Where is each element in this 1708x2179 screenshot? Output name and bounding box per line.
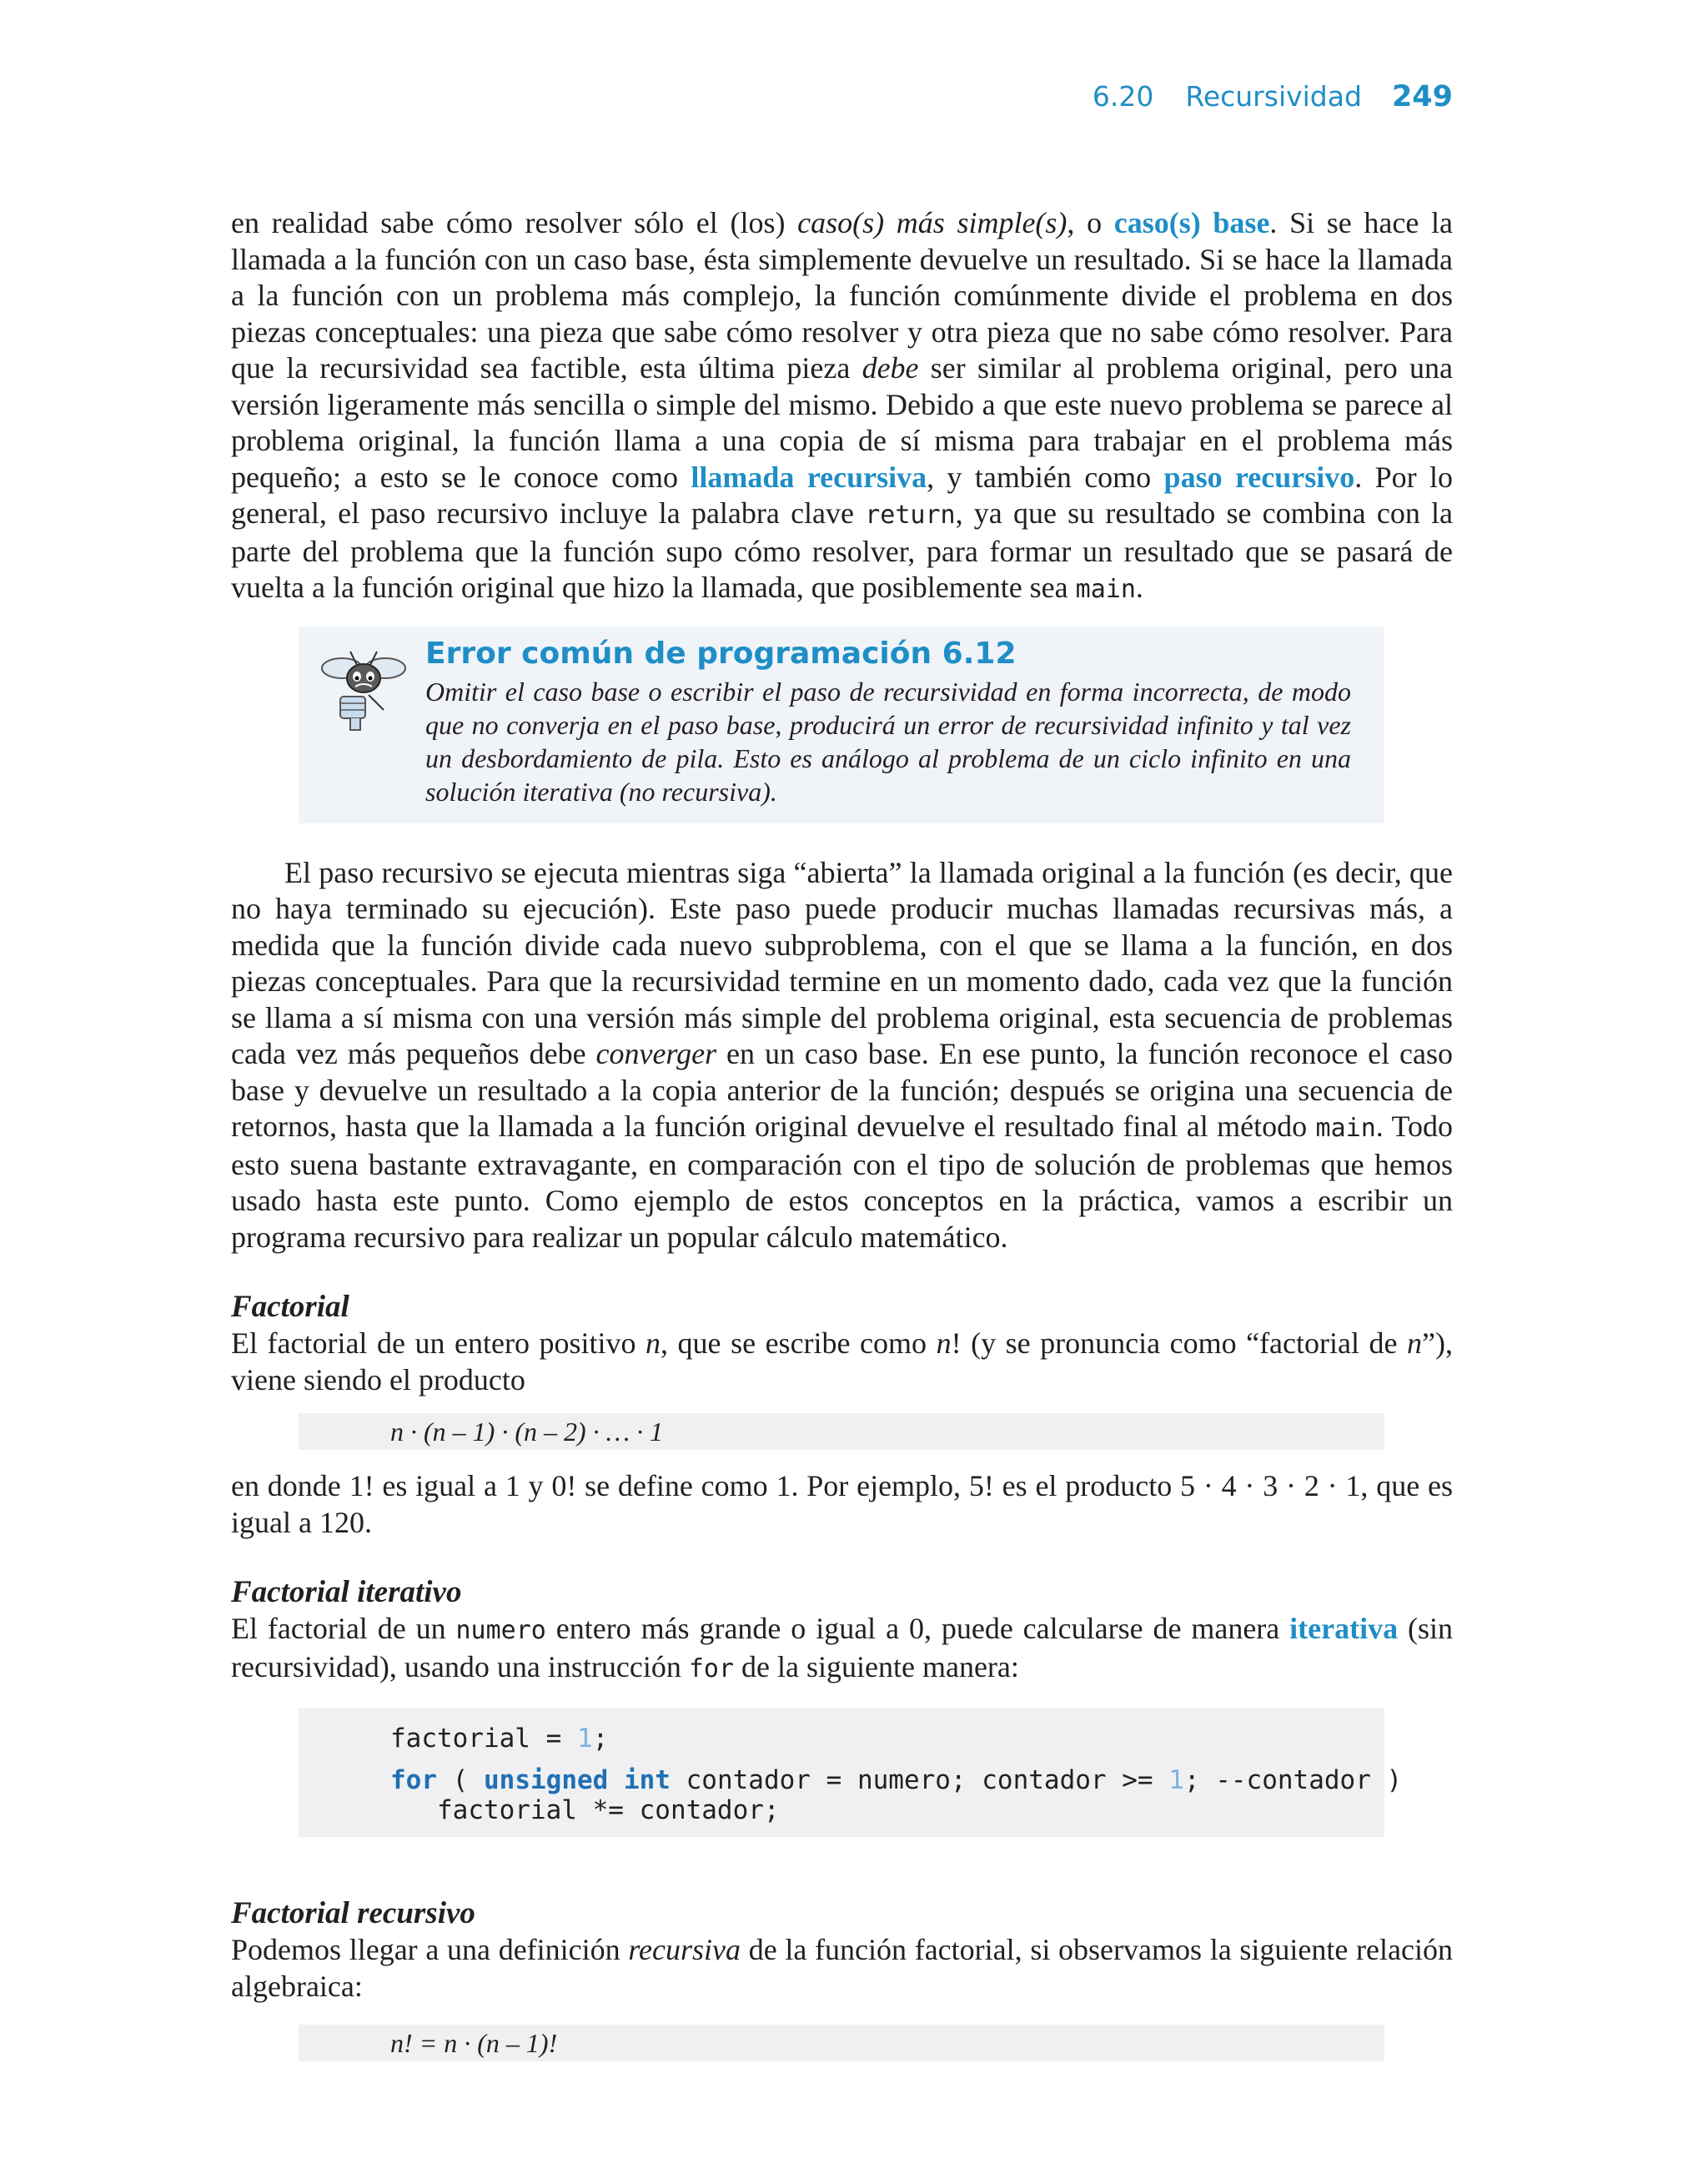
text: , ya que su resultado se combina con la parte del problema que la función supo cómo resolver, para formar un resultado que se pasará de vuelta a la función original que hizo la llamada, que posiblemente sea	[231, 496, 1453, 604]
page-content	[231, 205, 1453, 2061]
text: , y también como	[927, 460, 1164, 494]
text: . Por lo general, el paso recursivo incluye la palabra clave	[231, 460, 1454, 530]
paragraph-intro	[231, 205, 1453, 608]
inline-code: main	[1075, 575, 1136, 604]
emphasis: converger	[595, 1037, 717, 1070]
text: .	[1135, 571, 1143, 604]
text: ! (y se pronuncia como “factorial de	[951, 1326, 1408, 1360]
keyword-term: llamada recursiva	[691, 460, 927, 494]
emphasis: recursiva	[628, 1933, 741, 1966]
text: , que se escribe como	[661, 1326, 937, 1360]
page-number: 249	[1391, 80, 1453, 113]
text: , o	[1067, 206, 1114, 239]
heading-recursive-factorial: Factorial recursivo	[231, 1896, 475, 1930]
tip-title: Error común de programación 6.12	[425, 636, 1017, 671]
code-text	[608, 1765, 624, 1795]
code-line: factorial *= contador;	[390, 1795, 780, 1825]
text: entero más grande o igual a 0, puede calcularse de manera	[545, 1612, 1290, 1645]
text: ”), viene siendo el producto	[231, 1326, 1453, 1396]
inline-code: main	[1315, 1114, 1376, 1143]
inline-code: for	[688, 1653, 735, 1683]
section-number: 6.20	[1092, 80, 1154, 113]
keyword-term: caso(s) base	[1113, 206, 1270, 239]
code-number: 1	[576, 1724, 593, 1754]
bug-thumbs-down-icon	[317, 645, 410, 733]
math-variable: n	[1407, 1326, 1423, 1360]
code-keyword: unsigned	[484, 1765, 609, 1795]
code-text: (	[437, 1765, 484, 1795]
code-number: 1	[1168, 1765, 1184, 1795]
inline-code: return	[865, 501, 956, 530]
inline-code: numero	[455, 1616, 546, 1645]
text: . Todo esto suena bastante extravagante, en comparación con el tipo de solución de problemas que hemos usado hasta este punto. Como ejemplo de estos conceptos en la práctica, vamos a escribir un programa recursivo para realizar un popular cálculo matemático.	[231, 1110, 1454, 1254]
text: ser similar al problema original, pero una versión ligeramente más sencilla o simple del mismo. Debido a que este nuevo problema se parece al problema original, la función llama a una copia de sí misma para trabajar en el problema más pequeño; a esto se le conoce como	[231, 351, 1453, 494]
code-keyword: int	[623, 1765, 671, 1795]
text: en un caso base. En ese punto, la función reconoce el caso base y devuelve un resultado a la copia anterior de la función; después se origina una secuencia de retornos, hasta que la llamada a la función original devuelve el resultado final al método	[231, 1037, 1454, 1143]
emphasis: caso(s) más simple(s)	[797, 206, 1068, 239]
text: (sin recursividad), usando una instrucción	[231, 1612, 1454, 1683]
code-text: factorial =	[390, 1724, 577, 1754]
paragraph-factorial	[231, 1326, 1453, 1398]
text: Podemos llegar a una definición	[231, 1933, 629, 1966]
heading-factorial: Factorial	[231, 1290, 349, 1324]
text: El factorial de un	[231, 1612, 456, 1645]
keyword-term: iterativa	[1289, 1612, 1399, 1645]
section-title: Recursividad	[1185, 80, 1362, 113]
text: El paso recursivo se ejecuta mientras siga “abierta” la llamada original a la función (es decir, que no haya terminado su ejecución). Este paso puede producir muchas llamadas recursivas más, a medida que la función divide cada nuevo subproblema, con el que se llama a la función, en dos piezas conceptuales. Para que la recursividad termine en un momento dado, cada vez que la función se llama a sí misma con una versión más simple del problema original, esta secuencia de problemas cada vez más pequeños debe	[231, 855, 1453, 1070]
programming-error-tip	[299, 627, 1384, 823]
keyword-term: paso recursivo	[1163, 460, 1355, 494]
running-header	[1093, 80, 1453, 113]
code-line	[390, 1765, 1403, 1795]
code-keyword: for	[390, 1765, 437, 1795]
text: de la función factorial, si observamos la siguiente relación algebraica:	[231, 1933, 1453, 2003]
paragraph-recursive	[231, 1932, 1453, 2005]
heading-iterative-factorial: Factorial iterativo	[231, 1575, 462, 1609]
text: en realidad sabe cómo resolver sólo el (los)	[231, 206, 798, 239]
formula-factorial-product: n · (n – 1) · (n – 2) · … · 1	[299, 1413, 1384, 1450]
text: El factorial de un entero positivo	[231, 1326, 646, 1360]
tip-text: Omitir el caso base o escribir el paso de recursividad en forma incorrecta, de modo que no converja en el paso base, producirá un error de recursividad infinito y tal vez un desbordamiento de pila. Esto es análogo al problema de un ciclo infinito en una solución iterativa (no recursiva).	[425, 676, 1351, 807]
text: . Si se hace la llamada a la función con un caso base, ésta simplemente devuelve un resultado. Si se hace la llamada a la función con un problema más complejo, la función comúnmente divide el problema en dos piezas conceptuales: una pieza que sabe cómo resolver y otra pieza que no sabe cómo resolver. Para que la recursividad sea factible, esta última pieza	[231, 206, 1454, 385]
code-line	[390, 1724, 1384, 1754]
code-block-iterative	[299, 1708, 1403, 1837]
text: de la siguiente manera:	[734, 1649, 1019, 1683]
formula-recursive-relation: n! = n · (n – 1)!	[299, 2025, 1384, 2061]
math-variable: n	[646, 1326, 661, 1360]
math-variable: n	[936, 1326, 952, 1360]
emphasis: debe	[862, 351, 919, 385]
paragraph-iterative	[231, 1611, 1453, 1687]
paragraph-recursive-step	[231, 855, 1453, 1256]
code-text: ; --contador )	[1183, 1765, 1403, 1795]
paragraph-factorial-example: en donde 1! es igual a 1 y 0! se define como 1. Por ejemplo, 5! es el producto 5 · 4 · 3 · 2 · 1, que es igual a 120.	[231, 1469, 1453, 1539]
code-text: contador = numero; contador >=	[670, 1765, 1169, 1795]
code-text: ;	[592, 1724, 609, 1754]
